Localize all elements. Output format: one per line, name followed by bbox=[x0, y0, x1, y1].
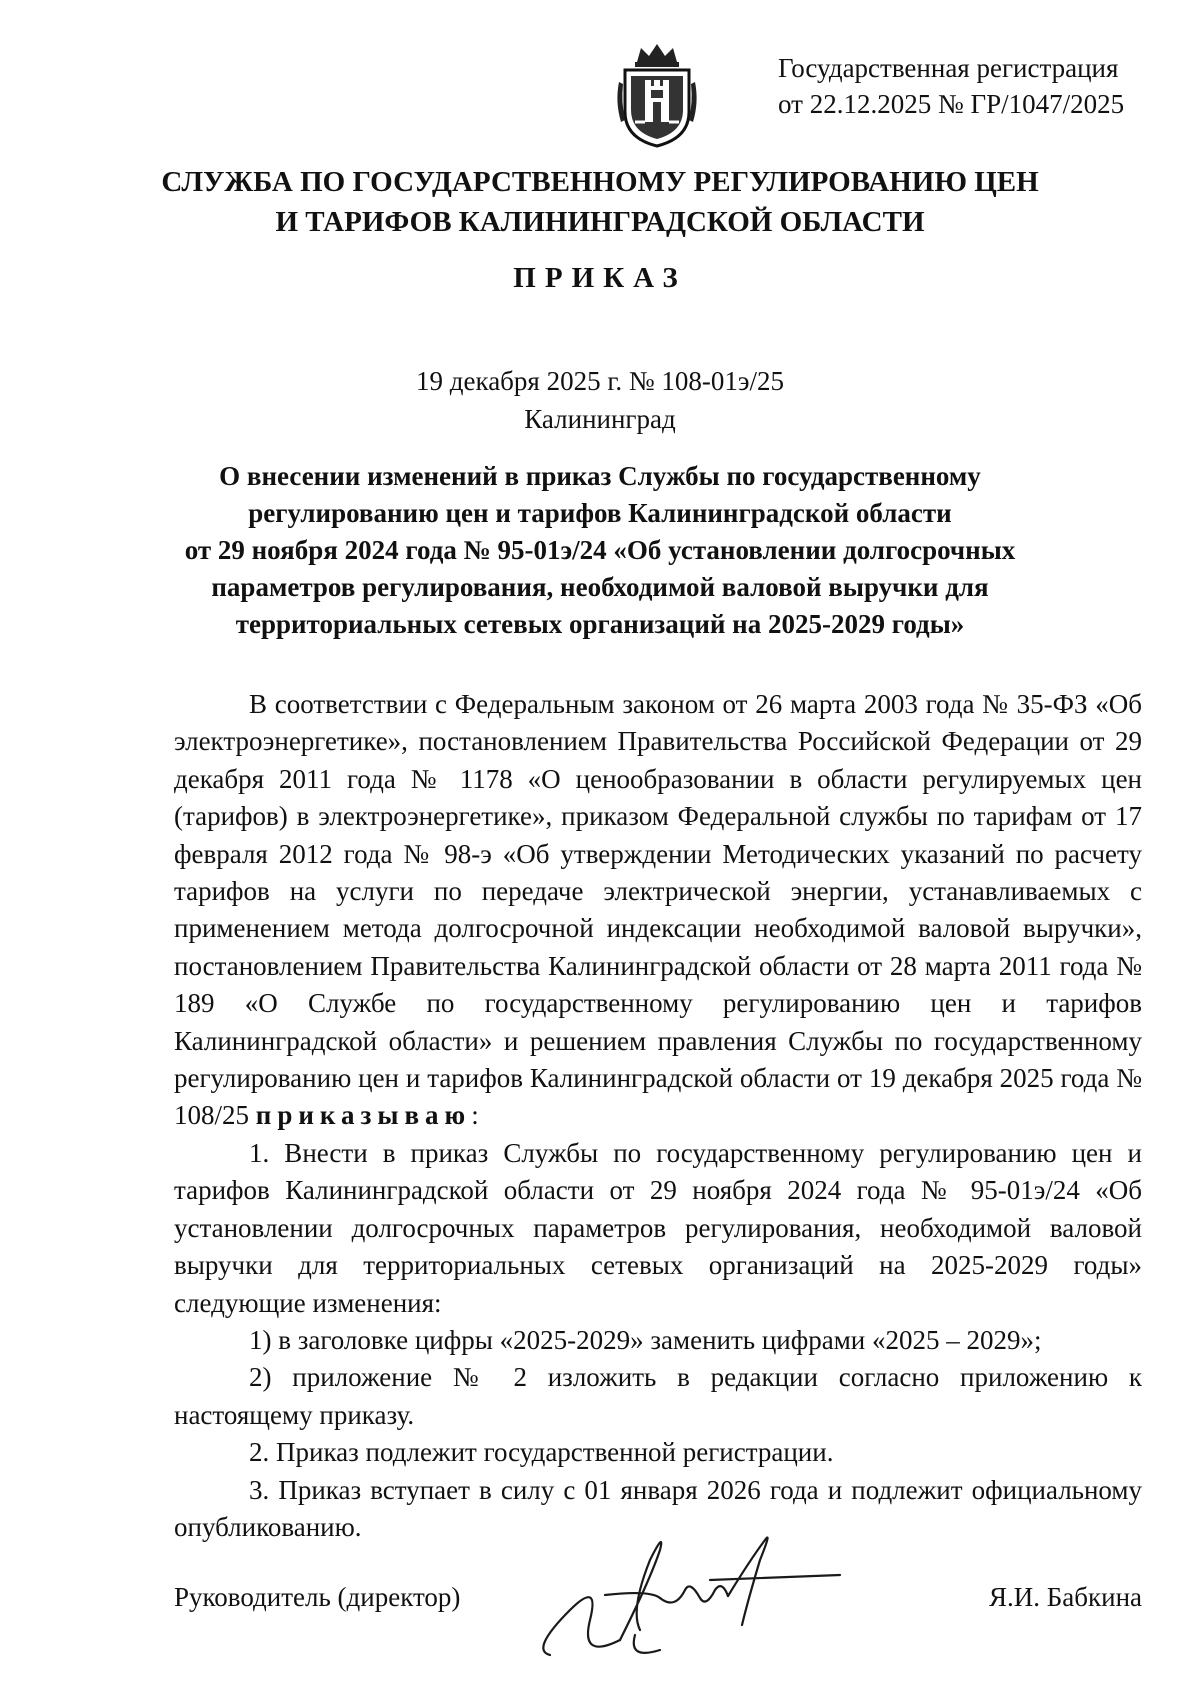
document-body bbox=[174, 686, 1142, 1546]
document-type-title: ПРИКАЗ bbox=[513, 262, 687, 294]
kaliningrad-coat-of-arms-icon bbox=[615, 42, 699, 150]
document-city: Калининград bbox=[524, 404, 676, 434]
item-1: 1. Внести в приказ Службы по государственному регулированию цен и тарифов Калининградской области от 29 ноября 2024 года № 95-01э/24 «Об установлении долгосрочных параметров регулирования, необходимой валовой выручки для территориальных сетевых организаций на 2025-2029 годы» следующие изменения: bbox=[174, 1137, 1142, 1318]
item-3: 3. Приказ вступает в силу с 01 января 2026 года и подлежит официальному опубликованию. bbox=[174, 1474, 1142, 1542]
agency-name bbox=[0, 162, 1200, 242]
item-1-1: 1) в заголовке цифры «2025-2029» заменить цифрами «2025 – 2029»; bbox=[249, 1324, 1042, 1355]
preamble-paragraph bbox=[174, 686, 1142, 1135]
registration-line1: Государственная регистрация bbox=[778, 53, 1119, 83]
item-1-2: 2) приложение № 2 изложить в редакции согласно приложению к настоящему приказу. bbox=[174, 1362, 1142, 1430]
agency-name-line1: СЛУЖБА ПО ГОСУДАРСТВЕННОМУ РЕГУЛИРОВАНИЮ ЦЕН bbox=[161, 166, 1039, 198]
subject-line4: параметров регулирования, необходимой валовой выручки для bbox=[211, 572, 989, 602]
subject-line1: О внесении изменений в приказ Службы по государственному bbox=[219, 461, 981, 491]
signatory-position: Руководитель (директор) bbox=[174, 1582, 461, 1612]
order-colon: : bbox=[471, 1100, 479, 1131]
subject-line5: территориальных сетевых организаций на 2025-2029 годы» bbox=[235, 609, 965, 639]
preamble-text: В соответствии с Федеральным законом от 26 марта 2003 года № 35-ФЗ «Об электроэнергетике», постановлением Правительства Российской Федерации от 29 декабря 2011 года № 1178 «О ценообразовании в области регулируемых цен (тарифов) в электроэнергетике», приказом Федеральной службы по тарифам от 17 февраля 2012 года № 98-э «Об утверждении Методических указаний по расчету тарифов на услуги по передаче электрической энергии, устанавливаемых с применением метода долгосрочной индексации необходимой валовой выручки», постановлением Правительства Калининградской области от 28 марта 2011 года № 189 «О Службе по государственному регулированию цен и тарифов Калининградской области» и решением правления Службы по государственному регулированию цен и тарифов Калининградской области от 19 декабря 2025 года № 108/25 bbox=[174, 689, 1142, 1131]
document-meta bbox=[0, 362, 1200, 438]
signature-row bbox=[174, 1582, 1142, 1622]
order-word: приказываю bbox=[255, 1100, 472, 1131]
item-2: 2. Приказ подлежит государственной регистрации. bbox=[249, 1437, 834, 1468]
agency-name-line2: И ТАРИФОВ КАЛИНИНГРАДСКОЙ ОБЛАСТИ bbox=[275, 206, 925, 238]
subject-line3: от 29 ноября 2024 года № 95-01э/24 «Об установлении долгосрочных bbox=[184, 535, 1016, 565]
signatory-name: Я.И. Бабкина bbox=[989, 1582, 1142, 1612]
subject-line2: регулированию цен и тарифов Калининградской области bbox=[248, 498, 952, 528]
document-subject bbox=[150, 458, 1050, 643]
registration-stamp bbox=[778, 50, 1158, 122]
registration-line2: от 22.12.2025 № ГР/1047/2025 bbox=[778, 89, 1125, 119]
document-date-number: 19 декабря 2025 г. № 108-01э/25 bbox=[416, 366, 784, 396]
